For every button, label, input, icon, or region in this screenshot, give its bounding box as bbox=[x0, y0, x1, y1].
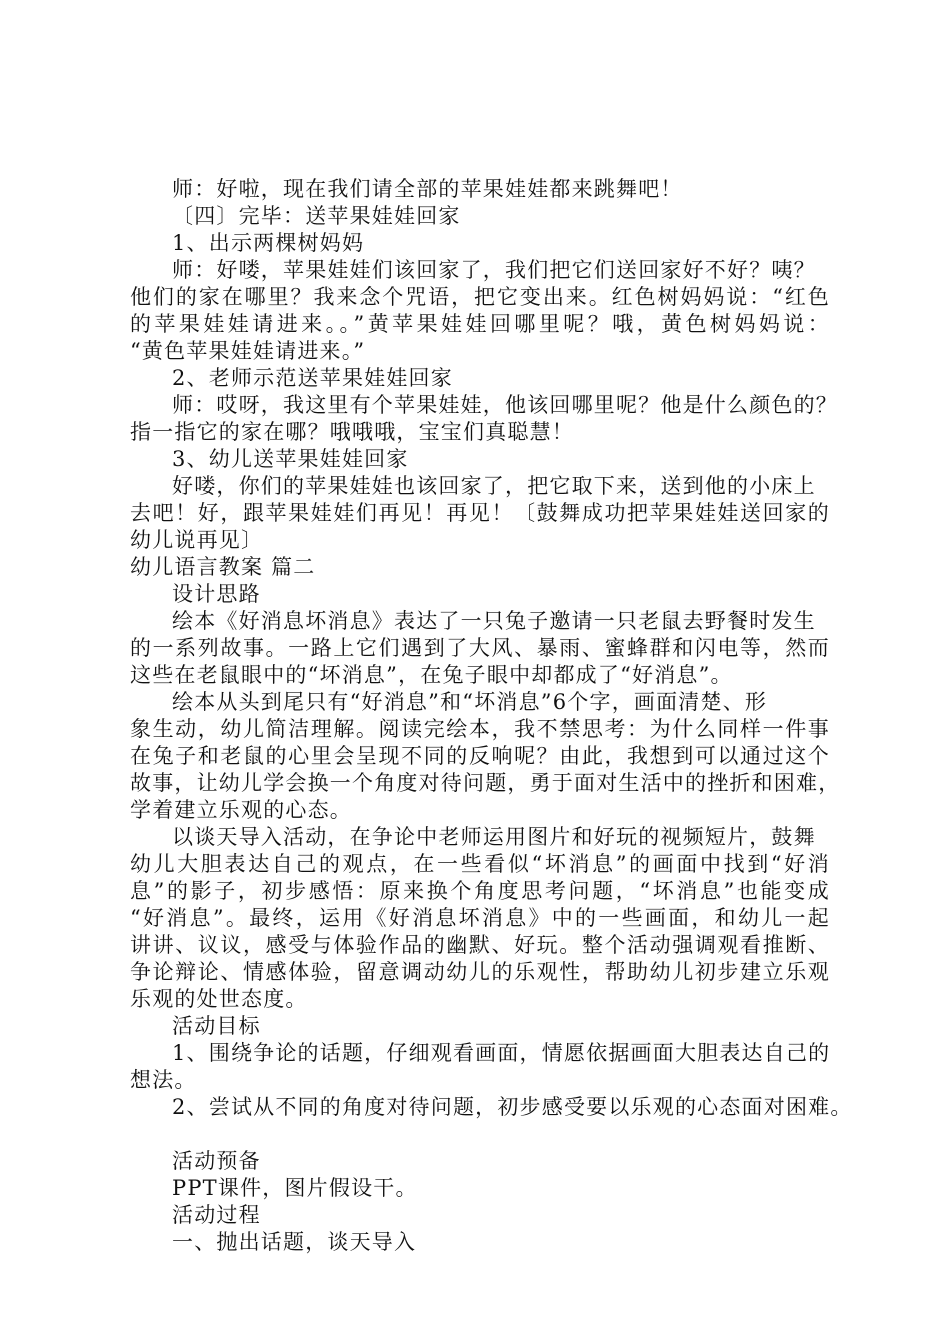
text-line: 讲讲、议议，感受与体验作品的幽默、好玩。整个活动强调观看推断、 bbox=[130, 933, 830, 957]
section-title: 幼儿语言教案 篇二 bbox=[130, 555, 316, 579]
text-line: 师：好喽，苹果娃娃们该回家了，我们把它们送回家好不好？咦？ bbox=[172, 258, 816, 282]
text-line: 指一指它的家在哪？哦哦哦，宝宝们真聪慧！ bbox=[130, 420, 574, 444]
section-heading: 〔四〕完毕：送苹果娃娃回家 bbox=[172, 204, 461, 228]
subheading: 活动目标 bbox=[172, 1014, 261, 1038]
text-line: 他们的家在哪里？我来念个咒语，把它变出来。红色树妈妈说：“红色 bbox=[130, 285, 830, 309]
text-line: 1、出示两棵树妈妈 bbox=[172, 231, 365, 255]
text-line: 故事，让幼儿学会换一个角度对待问题，勇于面对生活中的挫折和困难， bbox=[130, 771, 841, 795]
text-line: 好喽，你们的苹果娃娃也该回家了，把它取下来，送到他的小床上 bbox=[172, 474, 816, 498]
subheading: 活动预备 bbox=[172, 1149, 261, 1173]
subheading: 活动过程 bbox=[172, 1203, 261, 1227]
text-line: 师：好啦，现在我们请全部的苹果娃娃都来跳舞吧！ bbox=[172, 177, 683, 201]
text-line: “好消息”。最终，运用《好消息坏消息》中的一些画面，和幼儿一起 bbox=[130, 906, 830, 930]
text-line: 的苹果娃娃请进来。。”黄苹果娃娃回哪里呢？哦，黄色树妈妈说： bbox=[130, 312, 830, 336]
text-line: “黄色苹果娃娃请进来。” bbox=[130, 339, 366, 363]
text-line: 这些在老鼠眼中的“坏消息”，在兔子眼中却都成了“好消息”。 bbox=[130, 663, 733, 687]
text-line: 象生动，幼儿简洁理解。阅读完绘本，我不禁思考：为什么同样一件事 bbox=[130, 717, 830, 741]
text-line: 幼儿大胆表达自己的观点，在一些看似“坏消息”的画面中找到“好消 bbox=[130, 852, 830, 876]
text-line: 2、老师示范送苹果娃娃回家 bbox=[172, 366, 453, 390]
text-line: 1、围绕争论的话题，仔细观看画面，情愿依据画面大胆表达自己的 bbox=[172, 1041, 831, 1065]
text-line: 学着建立乐观的心态。 bbox=[130, 798, 352, 822]
text-line: PPT课件，图片假设干。 bbox=[172, 1176, 418, 1200]
text-line: 师：哎呀，我这里有个苹果娃娃，他该回哪里呢？他是什么颜色的？ bbox=[172, 393, 838, 417]
text-line: 2、尝试从不同的角度对待问题，初步感受要以乐观的心态面对困难。 bbox=[172, 1095, 853, 1119]
text-line: 绘本《好消息坏消息》表达了一只兔子邀请一只老鼠去野餐时发生 bbox=[172, 609, 816, 633]
text-line: 绘本从头到尾只有“好消息”和“坏消息”6个字，画面清楚、形 bbox=[172, 690, 768, 714]
text-line: 的一系列故事。一路上它们遇到了大风、暴雨、蜜蜂群和闪电等，然而 bbox=[130, 636, 830, 660]
text-line: 3、幼儿送苹果娃娃回家 bbox=[172, 447, 409, 471]
text-line: 去吧！好，跟苹果娃娃们再见！再见！〔鼓舞成功把苹果娃娃送回家的 bbox=[130, 501, 830, 525]
subheading: 设计思路 bbox=[172, 582, 261, 606]
text-line: 想法。 bbox=[130, 1068, 197, 1092]
text-line: 乐观的处世态度。 bbox=[130, 987, 308, 1011]
text-line: 一、抛出话题，谈天导入 bbox=[172, 1230, 417, 1254]
text-line: 以谈天导入活动，在争论中老师运用图片和好玩的视频短片，鼓舞 bbox=[172, 825, 816, 849]
text-line: 息”的影子，初步感悟：原来换个角度思考问题，“坏消息”也能变成 bbox=[130, 879, 830, 903]
text-line: 在兔子和老鼠的心里会呈现不同的反响呢？由此，我想到可以通过这个 bbox=[130, 744, 830, 768]
text-line: 争论辩论、情感体验，留意调动幼儿的乐观性，帮助幼儿初步建立乐观 bbox=[130, 960, 830, 984]
text-line: 幼儿说再见〕 bbox=[130, 528, 264, 552]
